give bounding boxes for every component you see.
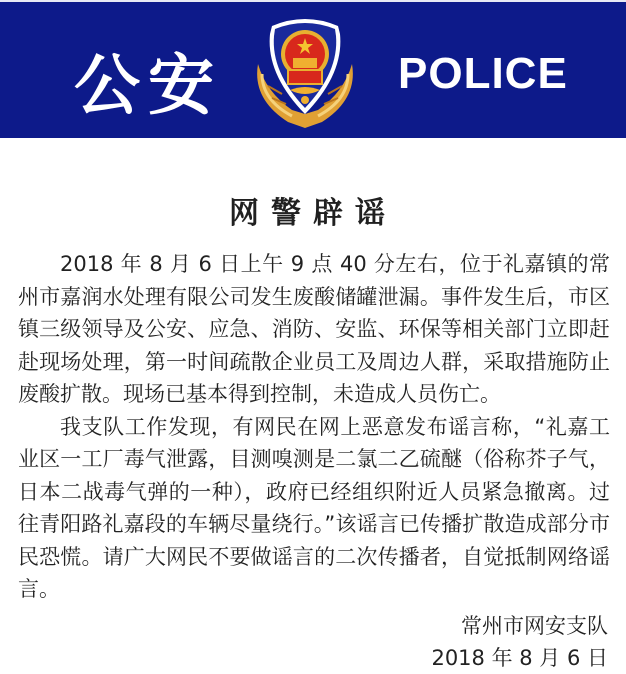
banner-title-police: POLICE	[398, 49, 568, 98]
police-banner	[0, 0, 626, 138]
signature-date: 2018 年 8 月 6 日	[431, 646, 608, 670]
paragraph-rumor: 我支队工作发现，有网民在网上恶意发布谣言称，“礼嘉工业区一工厂毒气泄露，目测嗅测是二氯二乙硫醚（俗称芥子气，日本二战毒气弹的一种），政府已经组织附近人员紧急撤离。过往青阳路礼嘉段的车辆尽量绕行。”该谣言已传播扩散造成部分市民恐慌。请广大网民不要做谣言的二次传播者，自觉抵制网络谣言。	[18, 414, 610, 601]
paragraph-incident: 2018 年 8 月 6 日上午 9 点 40 分左右，位于礼嘉镇的常州市嘉润水处理有限公司发生废酸储罐泄漏。事件发生后，市区镇三级领导及公安、应急、消防、安监、环保等相关部门立即赶赴现场处理，第一时间疏散企业员工及周边人群，采取措施防止废酸扩散。现场已基本得到控制，未造成人员伤亡。	[18, 252, 610, 406]
banner-title-gongan: 公安	[74, 47, 222, 124]
document-body	[18, 248, 610, 606]
signature-org: 常州市网安支队	[461, 614, 608, 638]
signature-block	[431, 610, 608, 674]
document-title: 网警辟谣	[229, 196, 397, 231]
police-emblem-icon	[248, 14, 362, 130]
